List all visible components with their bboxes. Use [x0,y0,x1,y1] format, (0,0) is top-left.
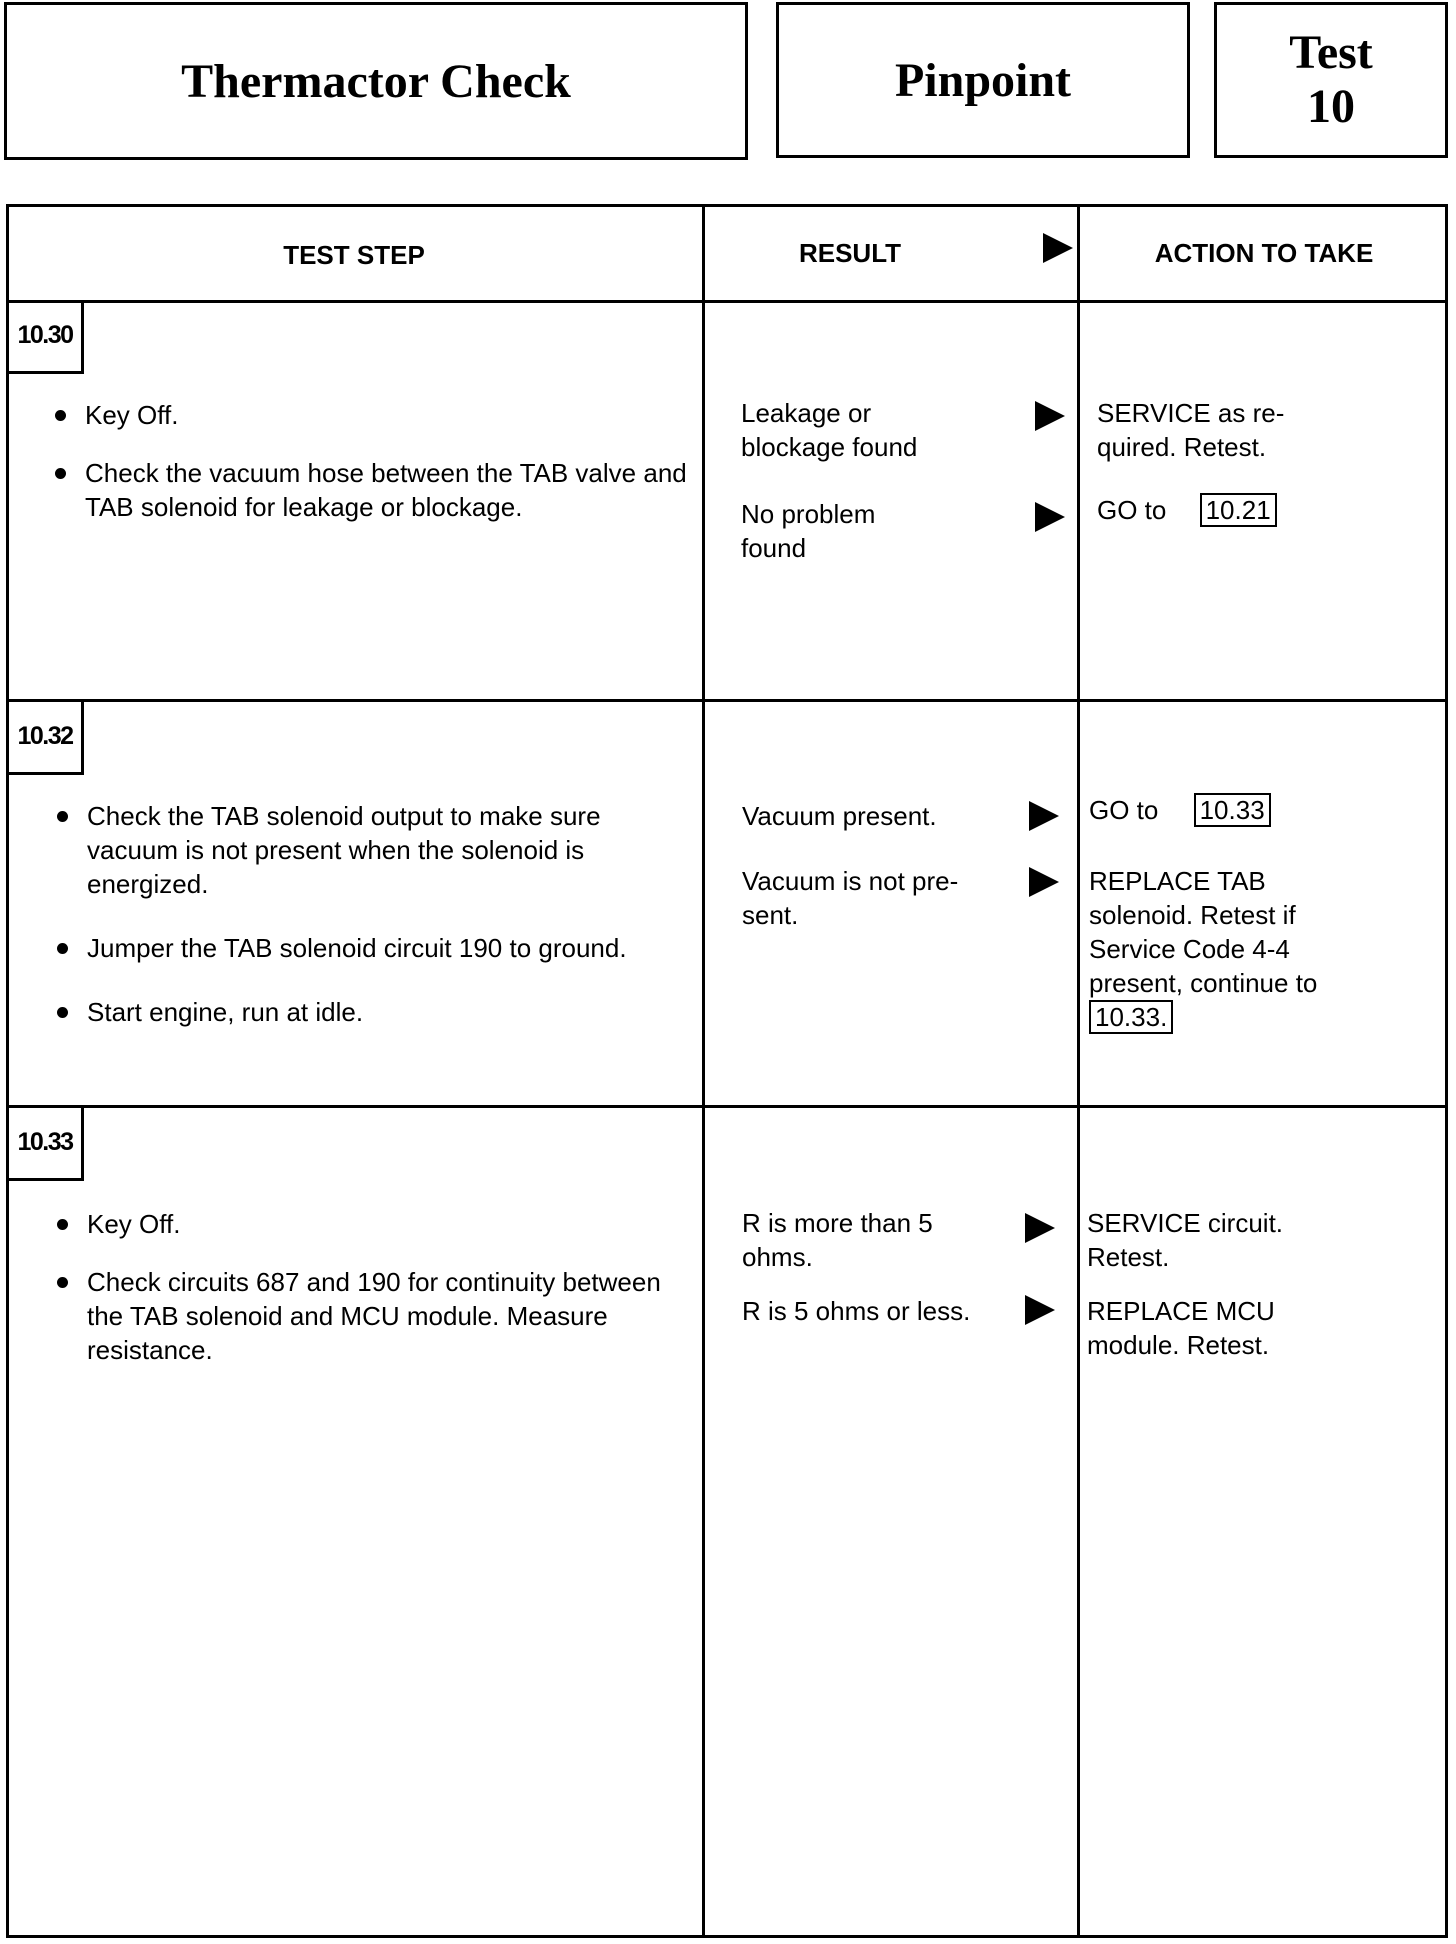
test-type-text: Pinpoint [894,53,1072,107]
result-text: No problem found [741,499,876,563]
step-reference-link[interactable]: 10.33 [1194,793,1271,827]
right-triangle-arrow-icon [1029,867,1059,897]
list-item: Start engine, run at idle. [53,995,683,1029]
test-label: Test [1289,26,1373,79]
step-number: 10.33 [9,1107,84,1181]
step-reference-link[interactable]: 10.21 [1200,493,1277,527]
list-item: Key Off. [53,1207,683,1241]
right-triangle-arrow-icon [1043,233,1073,263]
list-item: Check the TAB solenoid output to make sure vacuum is not present when the solenoid is energized. [53,799,683,901]
column-divider [702,207,705,1935]
document-title [4,2,748,160]
test-type-box [776,2,1190,158]
action-prefix: GO to [1097,495,1167,525]
row-divider [9,1105,1445,1108]
list-item: Key Off. [51,398,701,432]
list-item: Jumper the TAB solenoid circuit 190 to ground. [53,931,683,965]
list-item: Check circuits 687 and 190 for continuity between the TAB solenoid and MCU module. Measure resistance. [53,1265,683,1367]
action-text: REPLACE MCU module. Retest. [1087,1296,1275,1360]
action-text [1089,793,1429,827]
right-triangle-arrow-icon [1035,502,1065,532]
step-number: 10.32 [9,701,84,775]
header-result: RESULT [798,238,902,268]
row-divider [9,699,1445,702]
test-number: 10 [1307,80,1355,133]
action-text: SERVICE as re-quired. Retest. [1097,398,1285,462]
step-instructions [53,799,683,1029]
step-instructions [51,398,701,524]
header-action: ACTION TO TAKE [1154,238,1374,268]
right-triangle-arrow-icon [1025,1213,1055,1243]
column-divider [1077,207,1080,1935]
right-triangle-arrow-icon [1035,401,1065,431]
action-prefix: GO to [1089,795,1159,825]
action-text: SERVICE circuit. Retest. [1087,1208,1284,1272]
action-text [1089,864,1369,1034]
title-text: Thermactor Check [181,54,571,108]
test-table [6,204,1448,1938]
right-triangle-arrow-icon [1029,801,1059,831]
action-text [1097,493,1437,527]
step-instructions [53,1207,683,1367]
step-reference-link[interactable]: 10.33. [1089,1000,1173,1034]
test-number-box [1214,2,1448,158]
action-description: REPLACE TAB solenoid. Retest if Service Code 4-4 present, continue to [1089,866,1318,998]
result-text: Leakage or blockage found [741,398,918,462]
list-item: Check the vacuum hose between the TAB valve and TAB solenoid for leakage or blockage. [51,456,701,524]
result-text: R is 5 ohms or less. [742,1296,971,1326]
step-number: 10.30 [9,300,84,374]
result-text: R is more than 5 ohms. [742,1208,933,1272]
row-divider [9,300,1445,303]
header-test-step: TEST STEP [283,240,425,270]
right-triangle-arrow-icon [1025,1295,1055,1325]
result-text: Vacuum present. [742,801,937,831]
result-text: Vacuum is not pre-sent. [742,866,959,930]
